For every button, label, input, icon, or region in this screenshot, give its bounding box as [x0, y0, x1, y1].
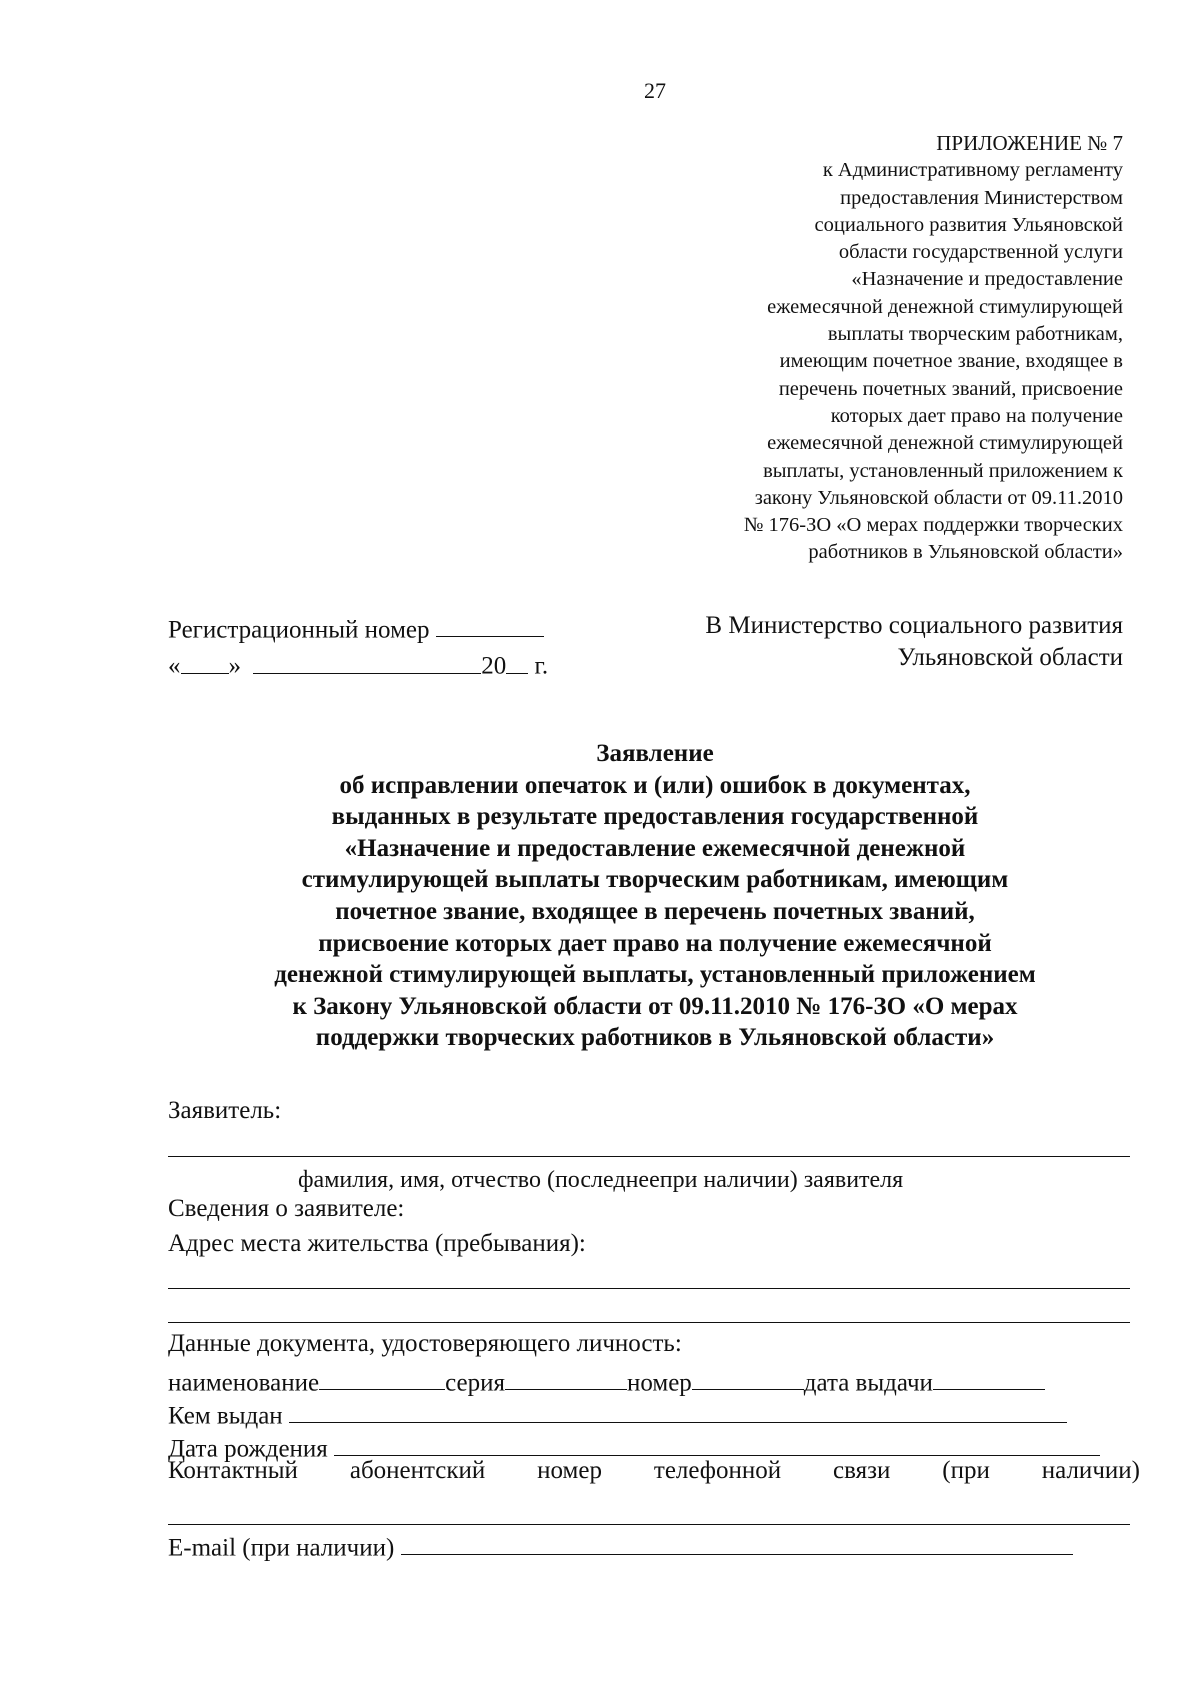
address-field-line-2[interactable]	[168, 1322, 1130, 1323]
appendix-line: перечень почетных званий, присвоение	[778, 377, 1123, 400]
title-line: денежной стимулирующей выплаты, установленный приложением	[274, 961, 1036, 989]
phone-label-word: наличии)	[1041, 1457, 1140, 1484]
appendix-header	[744, 130, 1123, 567]
phone-label-word: телефонной	[653, 1457, 782, 1484]
phone-label-word: (при	[942, 1457, 990, 1484]
registration-number-label: Регистрационный номер	[168, 616, 430, 644]
title-line: к Закону Ульяновской области от 09.11.2010 № 176-ЗО «О мерах	[292, 992, 1018, 1020]
appendix-line: предоставления Министерством	[840, 186, 1123, 209]
appendix-line: № 176-ЗО «О мерах поддержки творческих	[743, 514, 1123, 537]
appendix-line: выплаты, установленный приложением к	[763, 459, 1123, 482]
id-document-label: Данные документа, удостоверяющего личность:	[168, 1330, 682, 1357]
title-line: присвоение которых дает право на получение ежемесячной	[318, 929, 992, 957]
email-row	[168, 1528, 1073, 1562]
appendix-line: имеющим почетное звание, входящее в	[779, 350, 1123, 373]
doc-series-field[interactable]	[505, 1363, 627, 1390]
registration-date-row	[168, 646, 548, 682]
phone-label-row	[168, 1457, 1140, 1485]
appendix-line: которых дает право на получение	[830, 404, 1123, 427]
appendix-line: выплаты творческим работникам,	[827, 323, 1123, 346]
doc-name-label: наименование	[168, 1369, 320, 1397]
appendix-line: работников в Ульяновской области»	[808, 541, 1123, 564]
doc-name-field[interactable]	[319, 1363, 445, 1390]
applicant-label: Заявитель:	[168, 1097, 282, 1124]
appendix-line: «Назначение и предоставление	[851, 268, 1123, 291]
registration-month-field[interactable]	[253, 646, 481, 673]
phone-label-word: связи	[833, 1457, 891, 1484]
appendix-line: ежемесячной денежной стимулирующей	[767, 295, 1123, 318]
title-line: об исправлении опечаток и (или) ошибок в документах,	[339, 771, 971, 799]
title-line: почетное звание, входящее в перечень почетных званий,	[335, 897, 975, 925]
phone-field[interactable]	[168, 1524, 1130, 1525]
issued-by-field[interactable]	[289, 1396, 1067, 1423]
title-heading: Заявление	[596, 740, 714, 767]
title-line: выданных в результате предоставления государственной	[331, 803, 979, 831]
registration-day-field[interactable]	[181, 646, 229, 673]
appendix-line: социального развития Ульяновской	[814, 213, 1123, 236]
applicant-name-field[interactable]	[168, 1156, 1130, 1157]
appendix-line: области государственной услуги	[838, 241, 1123, 264]
appendix-line: ежемесячной денежной стимулирующей	[767, 432, 1123, 455]
applicant-caption: фамилия, имя, отчество (последнеепри наличии) заявителя	[298, 1167, 904, 1193]
year-prefix: 20	[481, 652, 507, 680]
document-title	[0, 738, 1200, 1054]
applicant-info-label: Сведения о заявителе:	[168, 1195, 405, 1222]
addressee-block	[705, 610, 1123, 674]
registration-number-row	[168, 610, 548, 646]
title-line: «Назначение и предоставление ежемесячной денежной	[344, 834, 966, 862]
addressee-line: Ульяновской области	[897, 644, 1123, 671]
birth-date-field[interactable]	[334, 1429, 1100, 1456]
appendix-line: закону Ульяновской области от 09.11.2010	[754, 486, 1123, 509]
id-document-row	[168, 1363, 1045, 1397]
appendix-title: ПРИЛОЖЕНИЕ № 7	[936, 131, 1123, 155]
email-field[interactable]	[401, 1528, 1073, 1555]
addressee-line: В Министерство социального развития	[705, 612, 1123, 639]
date-close-quote: »	[228, 652, 241, 680]
email-label: E-mail (при наличии)	[168, 1534, 395, 1562]
doc-number-field[interactable]	[692, 1363, 804, 1390]
doc-series-label: серия	[445, 1369, 505, 1397]
issued-by-row	[168, 1396, 1067, 1430]
registration-number-field[interactable]	[436, 610, 544, 637]
year-suffix: г.	[534, 652, 549, 680]
phone-label-word: номер	[537, 1457, 602, 1484]
doc-issue-date-field[interactable]	[933, 1363, 1045, 1390]
appendix-line: к Административному регламенту	[822, 159, 1123, 182]
phone-label-word: абонентский	[349, 1457, 486, 1484]
issued-by-label: Кем выдан	[168, 1402, 283, 1430]
title-line: поддержки творческих работников в Ульяновской области»	[315, 1024, 995, 1052]
doc-number-label: номер	[626, 1369, 692, 1397]
address-field-line-1[interactable]	[168, 1288, 1130, 1289]
address-label: Адрес места жительства (пребывания):	[168, 1230, 586, 1257]
phone-label-word: Контактный	[168, 1457, 298, 1484]
doc-issue-date-label: дата выдачи	[803, 1369, 933, 1397]
title-line: стимулирующей выплаты творческим работникам, имеющим	[301, 866, 1009, 894]
date-open-quote: «	[168, 652, 181, 680]
registration-block	[168, 610, 548, 683]
page-number: 27	[644, 78, 666, 103]
registration-year-field[interactable]	[506, 646, 528, 673]
birth-date-label: Дата рождения	[168, 1435, 328, 1463]
